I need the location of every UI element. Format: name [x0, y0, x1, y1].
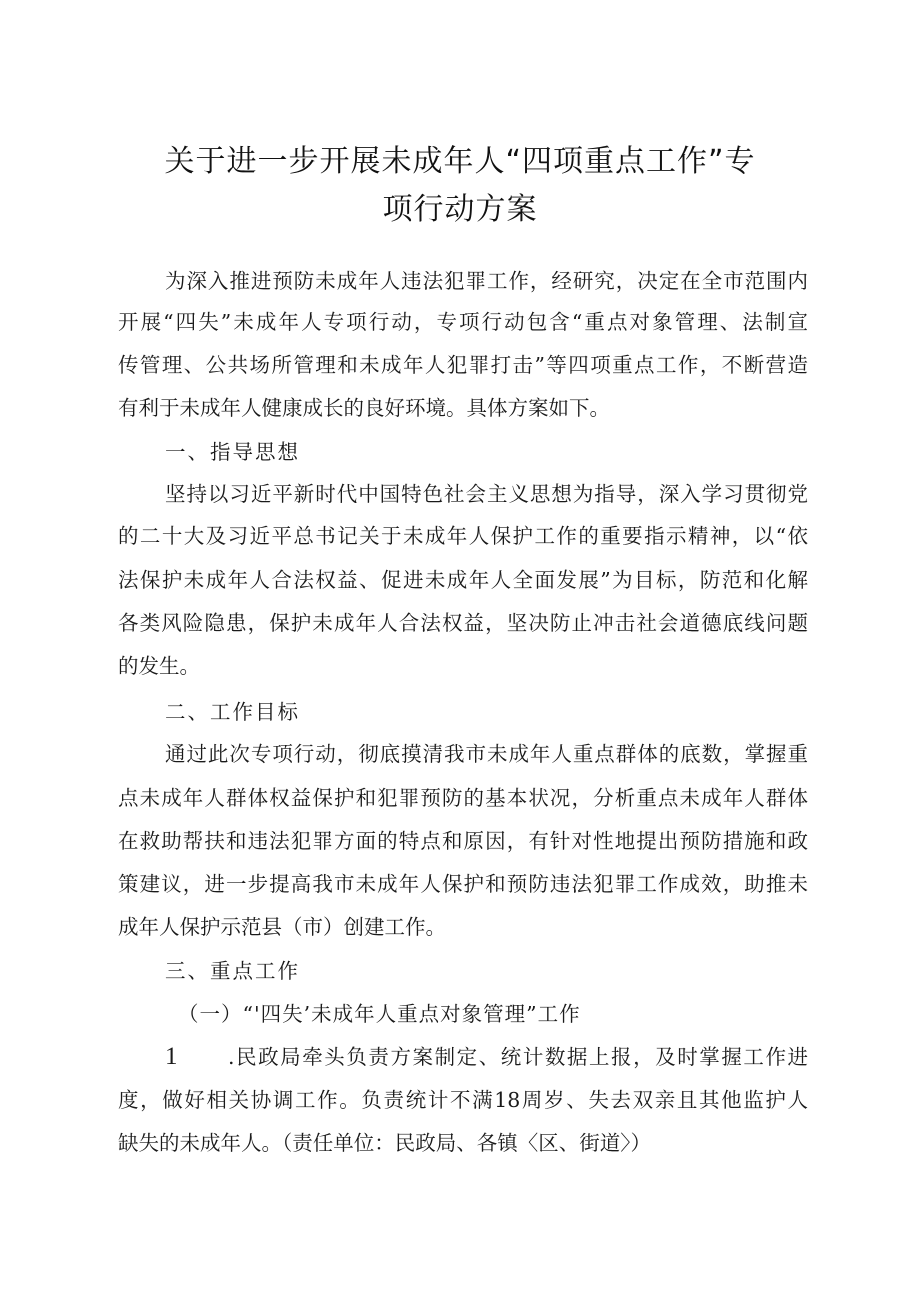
item-1-line-2: 度，做好相关协调工作。负责统计不满18周岁、失去双亲且其他监护人 [118, 1088, 808, 1112]
section-1-line-1: 坚持以习近平新时代中国特色社会主义思想为指导，深入学习贯彻党 [165, 482, 808, 506]
section-1-line-3: 法保护未成年人合法权益、促进未成年人全面发展”为目标，防范和化解 [118, 568, 808, 592]
intro-line-2: 开展“四失”未成年人专项行动，专项行动包含“重点对象管理、法制宣 [118, 310, 808, 334]
section-2-line-5: 成年人保护示范县（市）创建工作。 [118, 915, 446, 939]
document-title-line-2: 项行动方案 [382, 192, 538, 227]
item-1-line-3: 缺失的未成年人。（责任单位：民政局、各镇〈区、街道〉） [118, 1131, 651, 1155]
intro-line-3: 传管理、公共场所管理和未成年人犯罪打击”等四项重点工作，不断营造 [118, 353, 808, 377]
section-3-heading: 三、重点工作 [165, 959, 300, 983]
section-1-heading: 一、指导思想 [165, 440, 300, 464]
intro-line-4: 有利于未成年人健康成长的良好环境。具体方案如下。 [118, 396, 610, 420]
document-title-line-1: 关于进一步开展未成年人“四项重点工作”专 [164, 144, 756, 179]
item-number: 1 [165, 1043, 178, 1070]
section-1-line-5: 的发生。 [118, 654, 200, 678]
item-1-line-1: .民政局牵头负责方案制定、统计数据上报，及时掌握工作进 [228, 1045, 808, 1069]
section-3-subheading: （一）“'四失’未成年人重点对象管理”工作 [178, 1002, 581, 1026]
section-2-line-2: 点未成年人群体权益保护和犯罪预防的基本状况，分析重点未成年人群体 [118, 786, 808, 810]
intro-line-1: 为深入推进预防未成年人违法犯罪工作，经研究，决定在全市范围内 [165, 269, 808, 293]
section-2-line-4: 策建议，进一步提高我市未成年人保护和预防违法犯罪工作成效，助推未 [118, 872, 808, 896]
section-2-line-3: 在救助帮扶和违法犯罪方面的特点和原因，有针对性地提出预防措施和政 [118, 829, 808, 853]
section-2-heading: 二、工作目标 [165, 700, 300, 724]
section-1-line-2: 的二十大及习近平总书记关于未成年人保护工作的重要指示精神，以“依 [118, 524, 808, 548]
section-1-line-4: 各类风险隐患，保护未成年人合法权益，坚决防止冲击社会道德底线问题 [118, 611, 808, 635]
section-2-line-1: 通过此次专项行动，彻底摸清我市未成年人重点群体的底数，掌握重 [165, 742, 808, 766]
